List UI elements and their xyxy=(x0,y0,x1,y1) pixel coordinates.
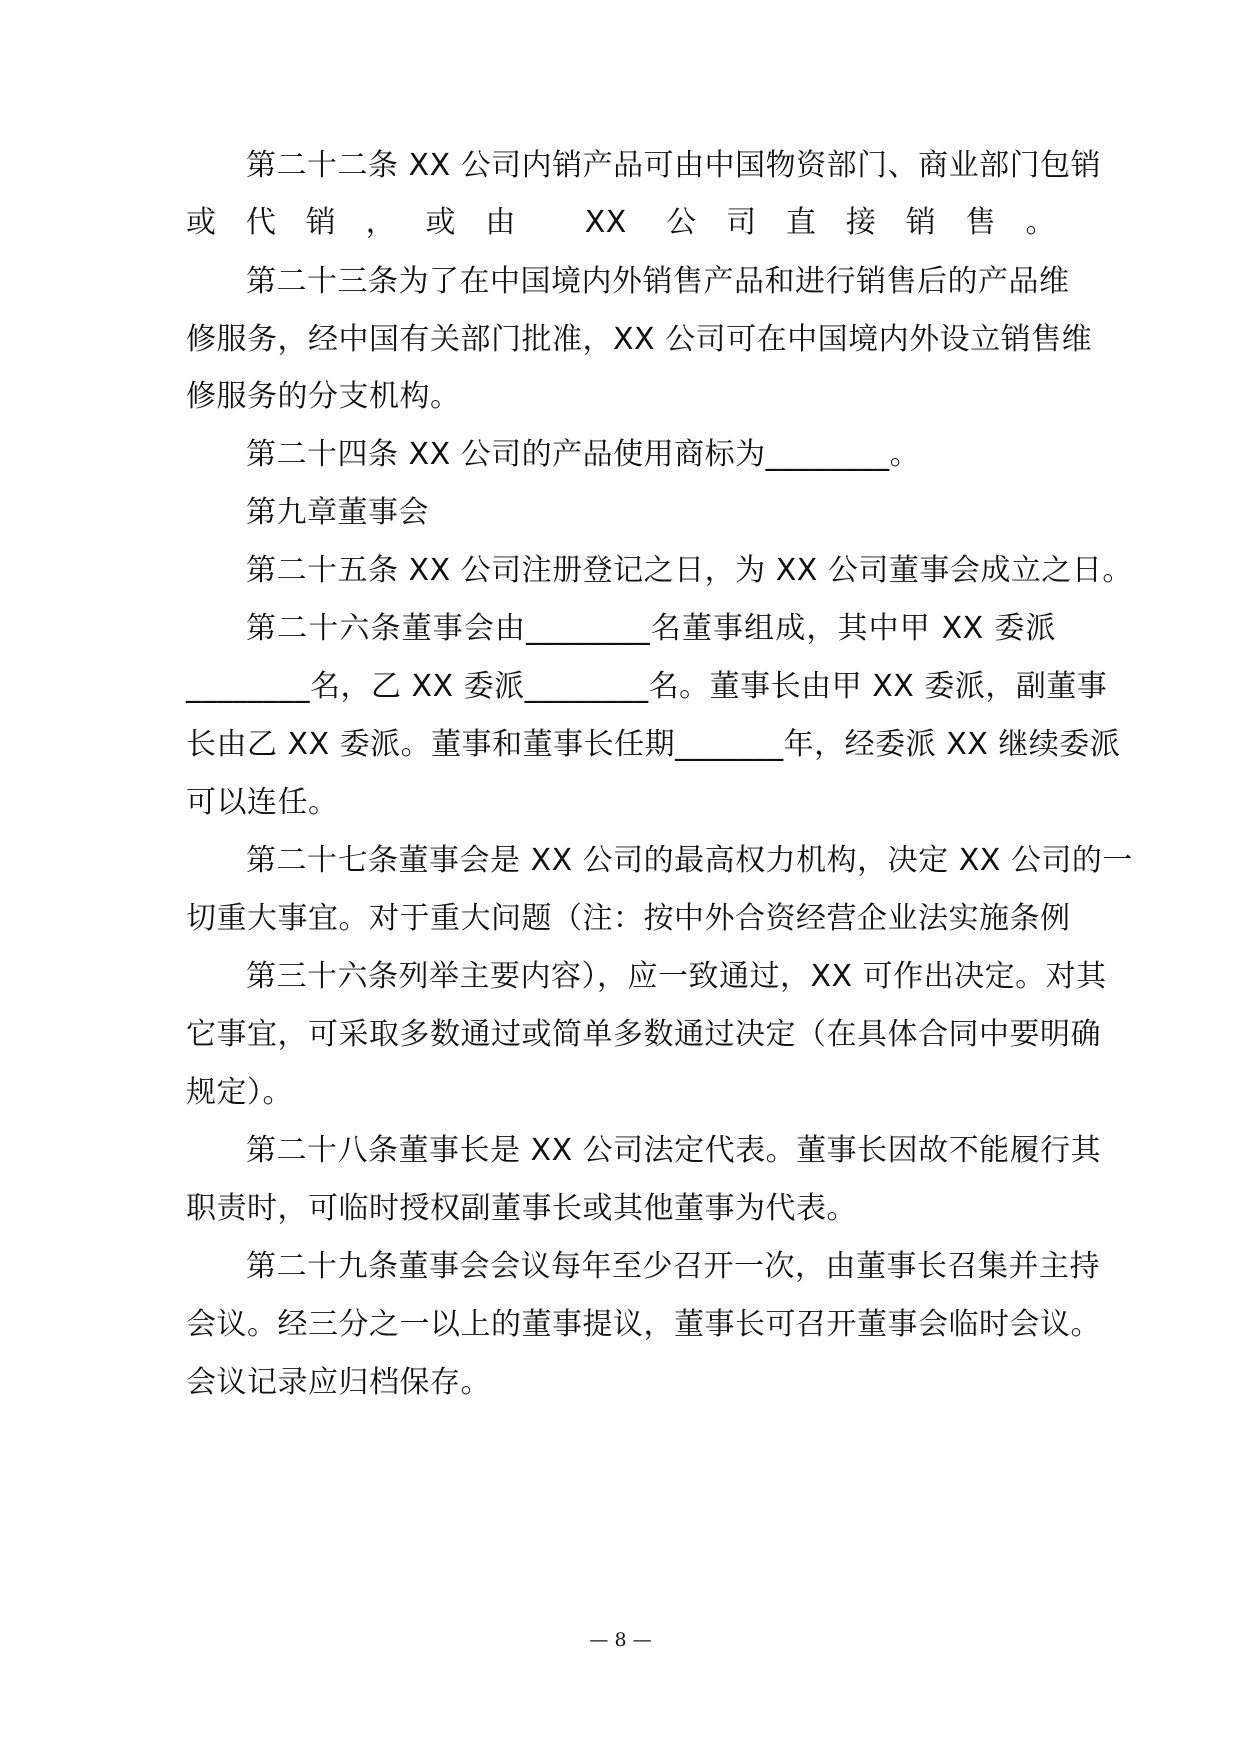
text-line: 第二十八条董事长是 XX 公司法定代表。董事长因故不能履行其 xyxy=(246,1133,1102,1168)
text-line: 它事宜，可采取多数通过或简单多数通过决定（在具体合同中要明确 xyxy=(186,1017,1101,1052)
text-line: 第二十六条董事会由________名董事组成，其中甲 XX 委派 xyxy=(246,611,1056,646)
text-line: 修服务的分支机构。 xyxy=(186,379,461,414)
text-line: 或代销，或由 XX 公司直接销售。 xyxy=(186,205,1056,240)
text-line: 长由乙 XX 委派。董事和董事长任期_______年，经委派 XX 继续委派 xyxy=(186,727,1121,762)
text-line: 职责时，可临时授权副董事长或其他董事为代表。 xyxy=(186,1191,857,1226)
page-number: — 8 — xyxy=(589,1629,652,1651)
text-line: 会议记录应归档保存。 xyxy=(186,1365,491,1400)
text-line: 第二十九条董事会会议每年至少召开一次，由董事长召集并主持 xyxy=(246,1249,1100,1284)
text-line: 可以连任。 xyxy=(186,785,339,820)
text-line: 会议。经三分之一以上的董事提议，董事长可召开董事会临时会议。 xyxy=(186,1307,1101,1342)
text-line: 第二十五条 XX 公司注册登记之日，为 XX 公司董事会成立之日。 xyxy=(246,553,1133,588)
text-line: 切重大事宜。对于重大问题（注：按中外合资经营企业法实施条例 xyxy=(186,901,1071,936)
text-line: 第二十七条董事会是 XX 公司的最高权力机构，决定 XX 公司的一 xyxy=(246,843,1133,878)
text-line: 第三十六条列举主要内容），应一致通过，XX 可作出决定。对其 xyxy=(246,959,1107,994)
text-line: ________名，乙 XX 委派________名。董事长由甲 XX 委派，副董事 xyxy=(186,669,1108,704)
chapter-heading: 第九章董事会 xyxy=(246,495,429,530)
text-line: 第二十三条为了在中国境内外销售产品和进行销售后的产品维 xyxy=(246,264,1070,299)
text-line: 修服务，经中国有关部门批准，XX 公司可在中国境内外设立销售维 xyxy=(186,322,1093,357)
text-line: 第二十四条 XX 公司的产品使用商标为________。 xyxy=(246,437,921,472)
text-line: 规定）。 xyxy=(186,1075,293,1110)
text-line: 第二十二条 XX 公司内销产品可由中国物资部门、商业部门包销 xyxy=(246,148,1102,183)
